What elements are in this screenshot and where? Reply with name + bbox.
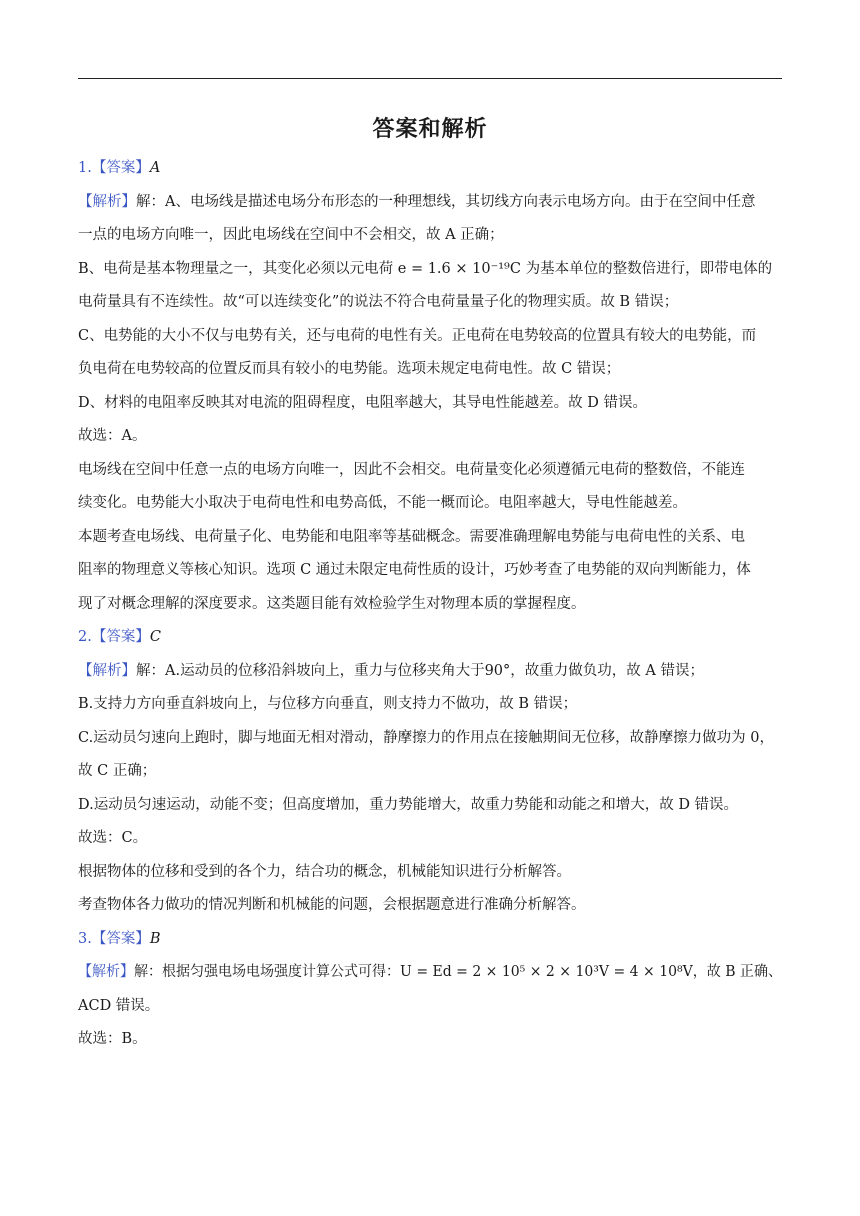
q2-line-8: 考查物体各力做功的情况判断和机械能的问题，会根据题意进行准确分析解答。: [78, 897, 586, 913]
answers-body: [78, 152, 782, 1057]
q2-line-3: C.运动员匀速向上跑时，脚与地面无相对滑动，静摩擦力的作用点在接触期间无位移，故静摩擦力做功为 0，: [78, 729, 775, 746]
q2-line-5: D.运动员匀速运动，动能不变；但高度增加，重力势能增大，故重力势能和动能之和增大，故 D 错误。: [78, 796, 739, 813]
q3-analysis-tag: 【解析】: [78, 964, 135, 980]
q3-answer-tag: 【答案】: [91, 930, 150, 947]
q3-line-2: ACD 错误。: [78, 997, 160, 1014]
q1-line-11: 本题考查电场线、电荷量子化、电势能和电阻率等基础概念。需要准确理解电势能与电荷电性的关系、电: [78, 528, 745, 545]
q2-line-7: 根据物体的位移和受到的各个力，结合功的概念，机械能知识进行分析解答。: [78, 863, 571, 880]
q1-line-1: [78, 186, 782, 220]
q1-analysis-tag: 【解析】: [78, 193, 136, 210]
q2-line-6: 故选：C。: [78, 830, 148, 846]
q1-answer-line: [78, 152, 782, 186]
q1-line-5: C、电势能的大小不仅与电势有关，还与电荷的电性有关。正电荷在电势较高的位置具有较大的电势能，而: [78, 327, 757, 344]
q1-line-12: 阻率的物理意义等核心知识。选项 C 通过未限定电荷性质的设计，巧妙考查了电势能的双向判断能力，体: [78, 562, 751, 578]
q1-line-3: B、电荷是基本物理量之一，其变化必须以元电荷 e = 1.6 × 10⁻¹⁹C 为基本单位的整数倍进行，即带电体的: [78, 260, 773, 277]
q1-line-2: 一点的电场方向唯一，因此电场线在空间中不会相交，故 A 正确；: [78, 227, 504, 243]
q2-answer-tag: 【答案】: [91, 629, 150, 645]
q3-number: 3.: [78, 930, 92, 947]
q3-line-3: 故选：B。: [78, 1031, 147, 1047]
q2-line-2: B.支持力方向垂直斜坡向上，与位移方向垂直，则支持力不做功，故 B 错误；: [78, 696, 578, 712]
q3-text-1: 解：根据匀强电场电场强度计算公式可得：U = Ed = 2 × 10⁵ × 2 × 10³V = 4 × 10⁸V，故 B 正确、: [134, 964, 782, 980]
q2-line-4: 故 C 正确；: [78, 763, 157, 779]
q3-answer-line: [78, 923, 782, 957]
q1-line-7: D、材料的电阻率反映其对电流的阻碍程度，电阻率越大，其导电性能越差。故 D 错误。: [78, 394, 647, 411]
q1-line-8: 故选：A。: [78, 428, 147, 444]
q2-text-1: 解：A.运动员的位移沿斜坡向上，重力与位移夹角大于90°，故重力做负功，故 A 错误；: [136, 662, 704, 679]
q2-answer-line: [78, 621, 782, 655]
q2-answer: C: [149, 629, 161, 645]
q1-answer: A: [149, 160, 161, 176]
header-rule: [78, 78, 782, 79]
q1-answer-tag: 【答案】: [91, 160, 150, 176]
q3-answer: B: [149, 930, 161, 947]
q1-text-1: 解：A、电场线是描述电场分布形态的一种理想线，其切线方向表示电场方向。由于在空间中任意: [136, 193, 756, 210]
q1-line-10: 续变化。电势能大小取决于电荷电性和电势高低，不能一概而论。电阻率越大，导电性能越差。: [78, 495, 687, 511]
q1-line-9: 电场线在空间中任意一点的电场方向唯一，因此不会相交。电荷量变化必须遵循元电荷的整数倍，不能连: [78, 461, 745, 478]
page-title: 答案和解析: [372, 117, 488, 142]
q2-number: 2.: [78, 629, 92, 645]
q1-line-6: 负电荷在电势较高的位置反而具有较小的电势能。选项未规定电荷电性。故 C 错误；: [78, 361, 621, 377]
q2-analysis-tag: 【解析】: [78, 662, 136, 679]
q1-number: 1.: [78, 160, 92, 176]
q2-line-1: [78, 655, 782, 689]
q3-line-1: [78, 956, 782, 990]
q1-line-13: 现了对概念理解的深度要求。这类题目能有效检验学生对物理本质的掌握程度。: [78, 595, 586, 612]
q1-line-4: 电荷量具有不连续性。故“可以连续变化”的说法不符合电荷量量子化的物理实质。故 B 错误；: [78, 294, 679, 310]
